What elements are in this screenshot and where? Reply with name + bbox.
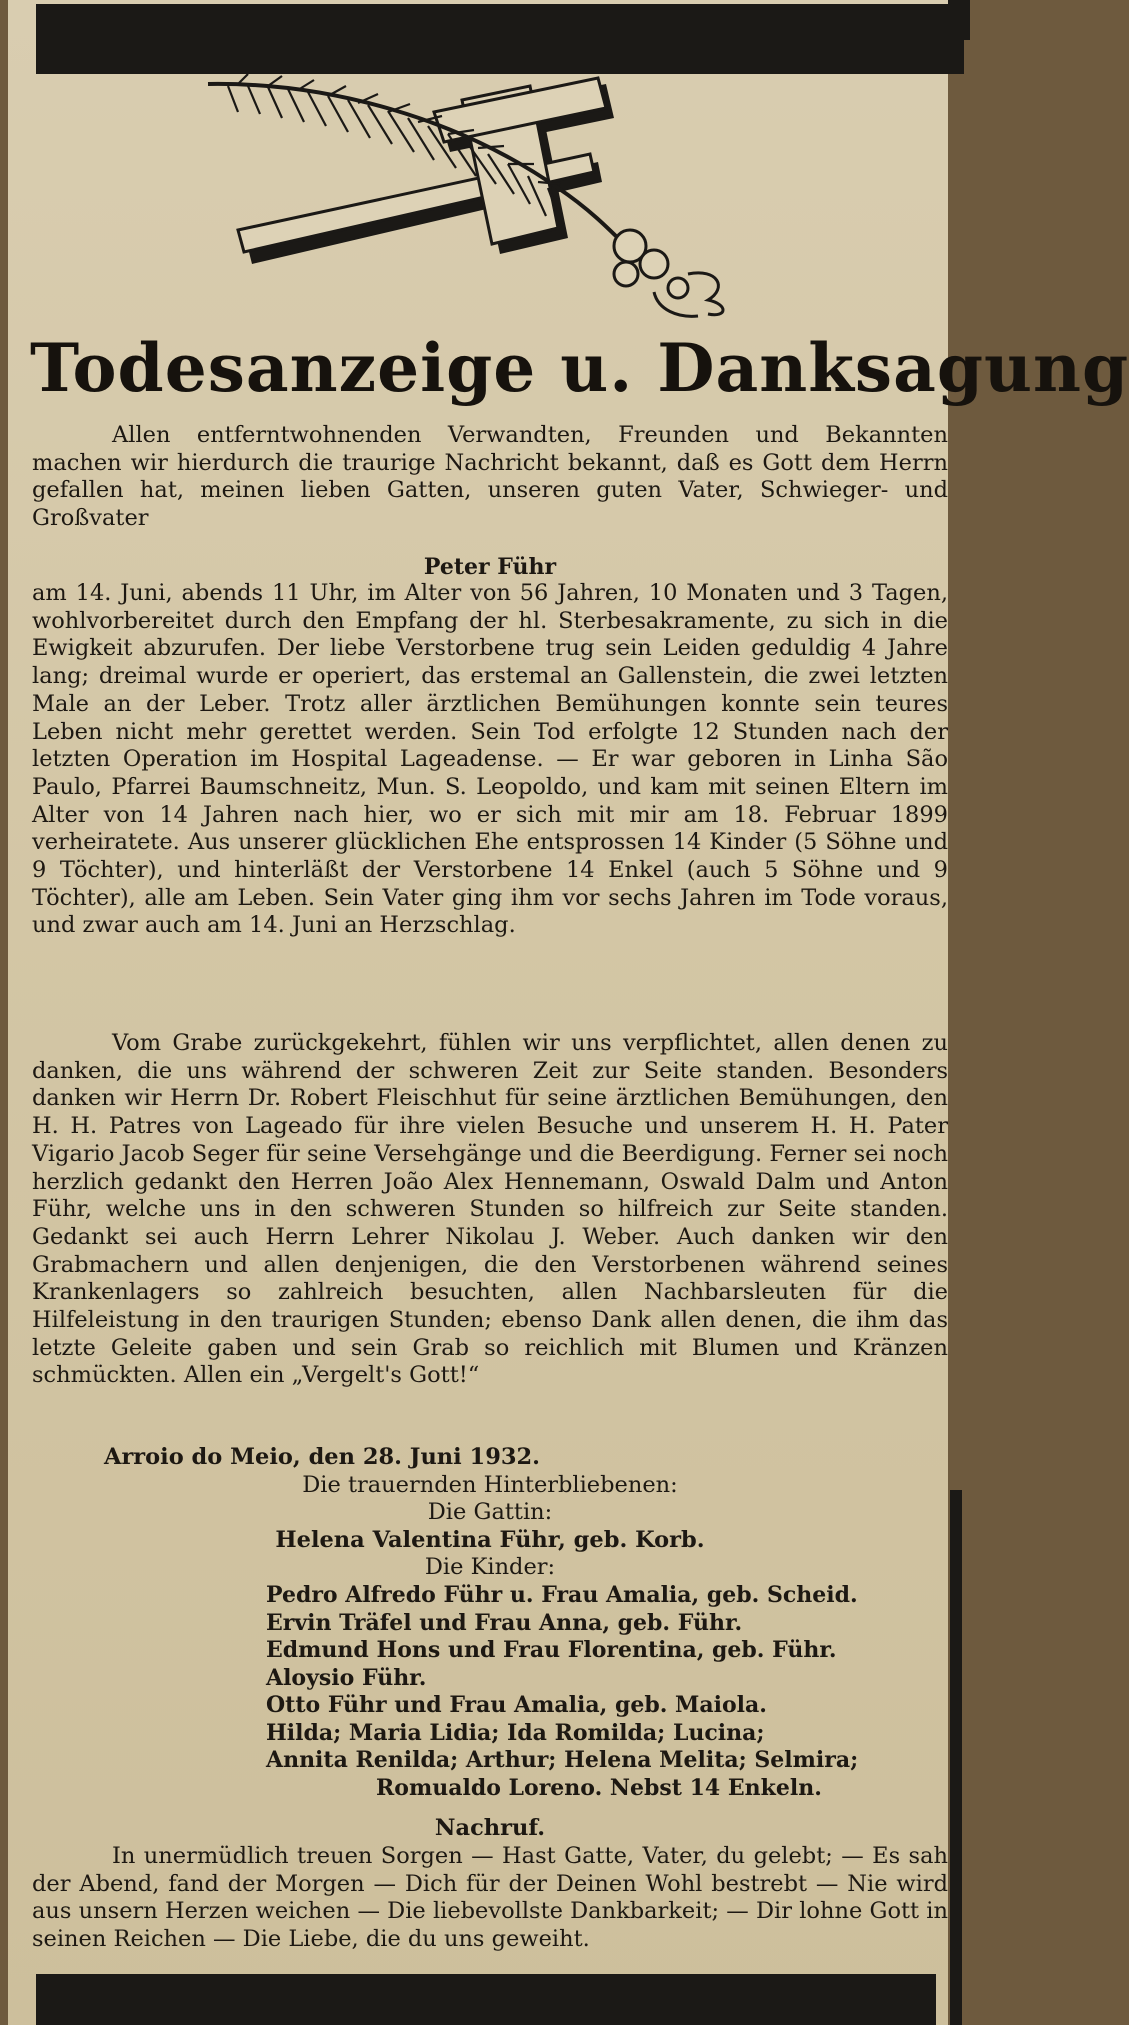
spouse-name: Helena Valentina Führ, geb. Korb. — [275, 1527, 705, 1553]
obituary-body — [32, 580, 948, 940]
list-item: Annita Renilda; Arthur; Helena Melita; Selmira; — [266, 1747, 859, 1773]
list-item: Hilda; Maria Lidia; Ida Romilda; Lucina; — [266, 1719, 765, 1746]
list-item: Aloysio Führ. — [266, 1664, 427, 1691]
nachruf-paragraph — [32, 1843, 948, 1954]
thanks-paragraph — [32, 1030, 948, 1390]
survivors-heading: Die trauernden Hinterbliebenen: — [302, 1472, 678, 1498]
intro-text: Allen entferntwohnenden Verwandten, Freunden und Bekannten machen wir hierdurch die traurige Nachricht bekannt, daß es Gott dem Herrn gefallen hat, meinen lieben Gatten, unseren guten Vater, Schwieger- und Großvater — [32, 422, 948, 532]
cross-with-palm-branch-icon — [208, 78, 788, 328]
intro-paragraph — [32, 422, 948, 533]
notice-title: Todesanzeige u. Danksagung — [30, 329, 1129, 407]
nachruf-title: Nachruf. — [434, 1815, 546, 1841]
top-right-border — [948, 0, 970, 40]
list-item: Romualdo Loreno. Nebst 14 Enkeln. — [376, 1774, 822, 1801]
newspaper-clipping — [8, 0, 1129, 2025]
dateline: Arroio do Meio, den 28. Juni 1932. — [104, 1444, 540, 1470]
children-list — [266, 1582, 916, 1802]
adjacent-column-edge — [950, 1490, 962, 2025]
obituary-text: am 14. Juni, abends 11 Uhr, im Alter von 56 Jahren, 10 Monaten und 3 Tagen, wohlvorbereitet durch den Empfang der hl. Sterbesakramente, zu sich in die Ewigkeit abzurufen. Der liebe Verstorbene trug sein Leiden geduldig 4 Jahre lang; dreimal wurde er operiert, das erstemal an Gallenstein, die zwei letzten Male an der Leber. Trotz aller ärztlichen Bemühungen konnte sein teures Leben nicht mehr gerettet werden. Sein Tod erfolgte 12 Stunden nach der letzten Operation im Hospital Lageadense. — Er war geboren in Linha São Paulo, Pfarrei Baumschneitz, Mun. S. Leopoldo, und kam mit seinen Eltern im Alter von 14 Jahren nach hier, wo er sich mit mir am 18. Februar 1899 verheiratete. Aus unserer glücklichen Ehe entsprossen 14 Kinder (5 Söhne und 9 Töchter), und hinterläßt der Verstorbene 14 Enkel (auch 5 Söhne und 9 Töchter), alle am Leben. Sein Vater ging ihm vor sechs Jahren im Tode voraus, und zwar auch am 14. Juni an Herzschlag. — [32, 580, 948, 939]
nachruf-text: In unermüdlich treuen Sorgen — Hast Gatte, Vater, du gelebt; — Es sah der Abend, fand der Morgen — Dich für der Deinen Wohl bestrebt — Nie wird aus unsern Herzen weichen — Die liebevollste Dankbarkeit; — Dir lohne Gott in seinen Reichen — Die Liebe, die du uns geweiht. — [32, 1843, 948, 1953]
children-label: Die Kinder: — [424, 1554, 556, 1580]
list-item: Ervin Träfel und Frau Anna, geb. Führ. — [266, 1609, 743, 1636]
bottom-border-bar — [36, 1974, 936, 2025]
deceased-name: Peter Führ — [423, 554, 557, 580]
list-item: Pedro Alfredo Führ u. Frau Amalia, geb. Scheid. — [266, 1582, 858, 1608]
list-item: Edmund Hons und Frau Florentina, geb. Führ. — [266, 1637, 837, 1663]
spouse-label: Die Gattin: — [427, 1499, 553, 1525]
list-item: Otto Führ und Frau Amalia, geb. Maiola. — [266, 1692, 767, 1718]
thanks-text: Vom Grabe zurückgekehrt, fühlen wir uns verpflichtet, allen denen zu danken, die uns während der schweren Zeit zur Seite standen. Besonders danken wir Herrn Dr. Robert Fleischhut für seine ärztlichen Bemühungen, den H. H. Patres von Lageado für ihre vielen Besuche und unserem H. H. Pater Vigario Jacob Seger für seine Versehgänge und die Beerdigung. Ferner sei noch herzlich gedankt den Herren João Alex Hennemann, Oswald Dalm und Anton Führ, welche uns in den schweren Stunden so hilfreich zur Seite standen. Gedankt sei auch Herrn Lehrer Nikolau J. Weber. Auch danken wir den Grabmachern und allen denjenigen, die den Verstorbenen während seines Krankenlagers so zahlreich besuchten, allen Nachbarsleuten für die Hilfeleistung in den traurigen Stunden; ebenso Dank allen denen, die ihm das letzte Geleite gaben und sein Grab so reichlich mit Blumen und Kränzen schmückten. Allen ein „Vergelt's Gott!“ — [32, 1030, 948, 1389]
top-border-bar — [36, 4, 964, 74]
